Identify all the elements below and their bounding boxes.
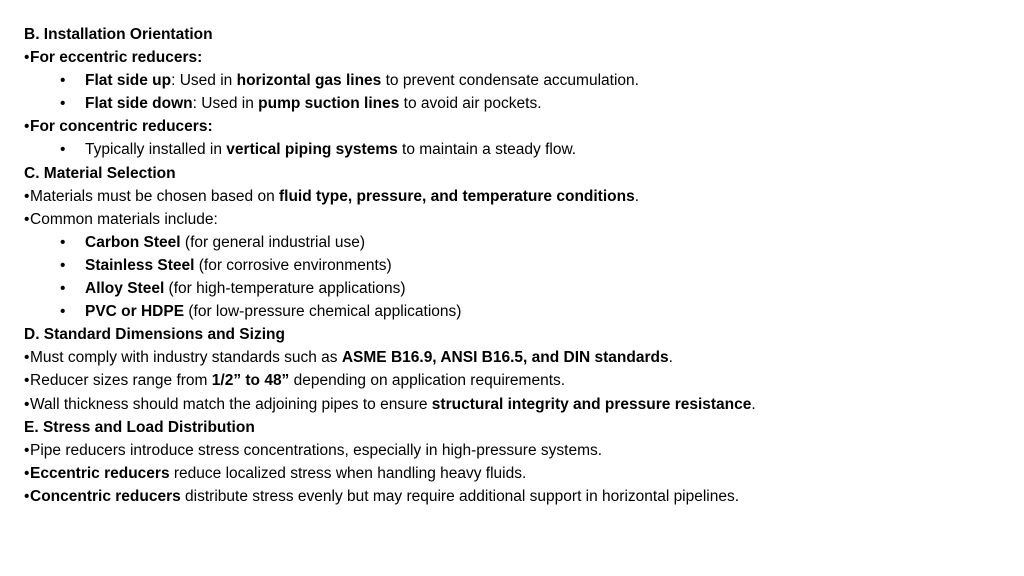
section-heading: B. Installation Orientation — [24, 26, 213, 43]
bullet-icon: • — [24, 441, 30, 459]
text: depending on application requirements. — [289, 372, 566, 390]
text: Common materials include: — [30, 210, 218, 228]
text: Pipe reducers introduce stress concentrations, especially in high-pressure systems. — [30, 441, 603, 459]
bullet-item — [24, 369, 1014, 392]
sub-bullet-item — [24, 254, 1014, 277]
bold-text: pump suction lines — [258, 95, 400, 113]
text: . — [668, 349, 673, 367]
text: . — [634, 187, 640, 205]
text: (for high-temperature applications) — [164, 280, 406, 298]
bullet-icon: • — [60, 95, 66, 113]
bold-text: Concentric reducers — [30, 487, 181, 505]
section-heading: E. Stress and Load Distribution — [24, 418, 255, 436]
bullet-icon: • — [24, 464, 30, 482]
bullet-item — [24, 393, 1014, 416]
text: to avoid air pockets. — [399, 95, 542, 113]
bullet-item — [24, 439, 1014, 462]
bullet-item — [24, 346, 1014, 369]
bold-text: horizontal gas lines — [236, 72, 382, 90]
bold-text: ASME B16.9, ANSI B16.5, and DIN standards — [341, 349, 669, 367]
bullet-icon: • — [60, 303, 66, 321]
bullet-item — [24, 185, 1014, 208]
sub-bullet-item — [24, 138, 1014, 161]
text: (for general industrial use) — [180, 233, 365, 251]
text: to prevent condensate accumulation. — [381, 72, 639, 90]
bold-text: vertical piping systems — [226, 141, 398, 159]
bold-text: Stainless Steel — [85, 256, 195, 274]
bold-text: Flat side up — [85, 72, 172, 90]
bold-text: Flat side down — [85, 95, 193, 113]
bullet-icon: • — [24, 210, 30, 228]
text: (for corrosive environments) — [194, 256, 392, 274]
sub-bullet-item — [24, 92, 1014, 115]
bullet-item — [24, 208, 1014, 231]
bullet-icon: • — [24, 187, 30, 205]
text: Wall thickness should match the adjoining pipes to ensure — [30, 395, 432, 413]
text: Must comply with industry standards such as — [30, 349, 342, 367]
bullet-icon: • — [24, 118, 30, 136]
bullet-icon: • — [60, 256, 66, 274]
text: (for low-pressure chemical applications) — [184, 303, 462, 321]
text: . — [751, 395, 756, 413]
text: to maintain a steady flow. — [397, 141, 577, 159]
bullet-icon: • — [24, 349, 30, 367]
section-heading: C. Material Selection — [24, 164, 176, 182]
section-heading: D. Standard Dimensions and Sizing — [24, 326, 285, 344]
bullet-item — [24, 115, 1014, 138]
text: Reducer sizes range from — [30, 372, 212, 390]
bold-text: structural integrity and pressure resistance — [431, 395, 752, 413]
text: Materials must be chosen based on — [30, 187, 279, 205]
bold-text: For concentric reducers: — [30, 118, 213, 136]
bullet-icon: • — [60, 72, 66, 90]
sub-bullet-item — [24, 300, 1014, 323]
bold-text: Alloy Steel — [85, 280, 165, 298]
bullet-icon: • — [24, 49, 30, 67]
text: distribute stress evenly but may require additional support in horizontal pipelines. — [180, 487, 740, 505]
bullet-icon: • — [60, 141, 66, 159]
bullet-item — [24, 46, 1014, 69]
bold-text: fluid type, pressure, and temperature conditions — [279, 187, 635, 205]
bullet-icon: • — [24, 395, 30, 413]
bold-text: Eccentric reducers — [30, 464, 170, 482]
text: : Used in — [192, 95, 259, 113]
text: reduce localized stress when handling heavy fluids. — [169, 464, 527, 482]
bold-text: Carbon Steel — [85, 233, 181, 251]
text: : Used in — [171, 72, 237, 90]
sub-bullet-item — [24, 277, 1014, 300]
bold-text: For eccentric reducers: — [30, 49, 203, 67]
sub-bullet-item — [24, 231, 1014, 254]
text: Typically installed in — [85, 141, 227, 159]
sub-bullet-item — [24, 69, 1014, 92]
bold-text: PVC or HDPE — [85, 303, 185, 321]
bullet-icon: • — [24, 372, 30, 390]
bullet-icon: • — [60, 280, 66, 298]
bullet-item — [24, 485, 1014, 508]
slide-content — [24, 23, 1014, 508]
bullet-item — [24, 462, 1014, 485]
bold-text: 1/2” to 48” — [211, 372, 290, 390]
bullet-icon: • — [24, 487, 30, 505]
bullet-icon: • — [60, 233, 66, 251]
